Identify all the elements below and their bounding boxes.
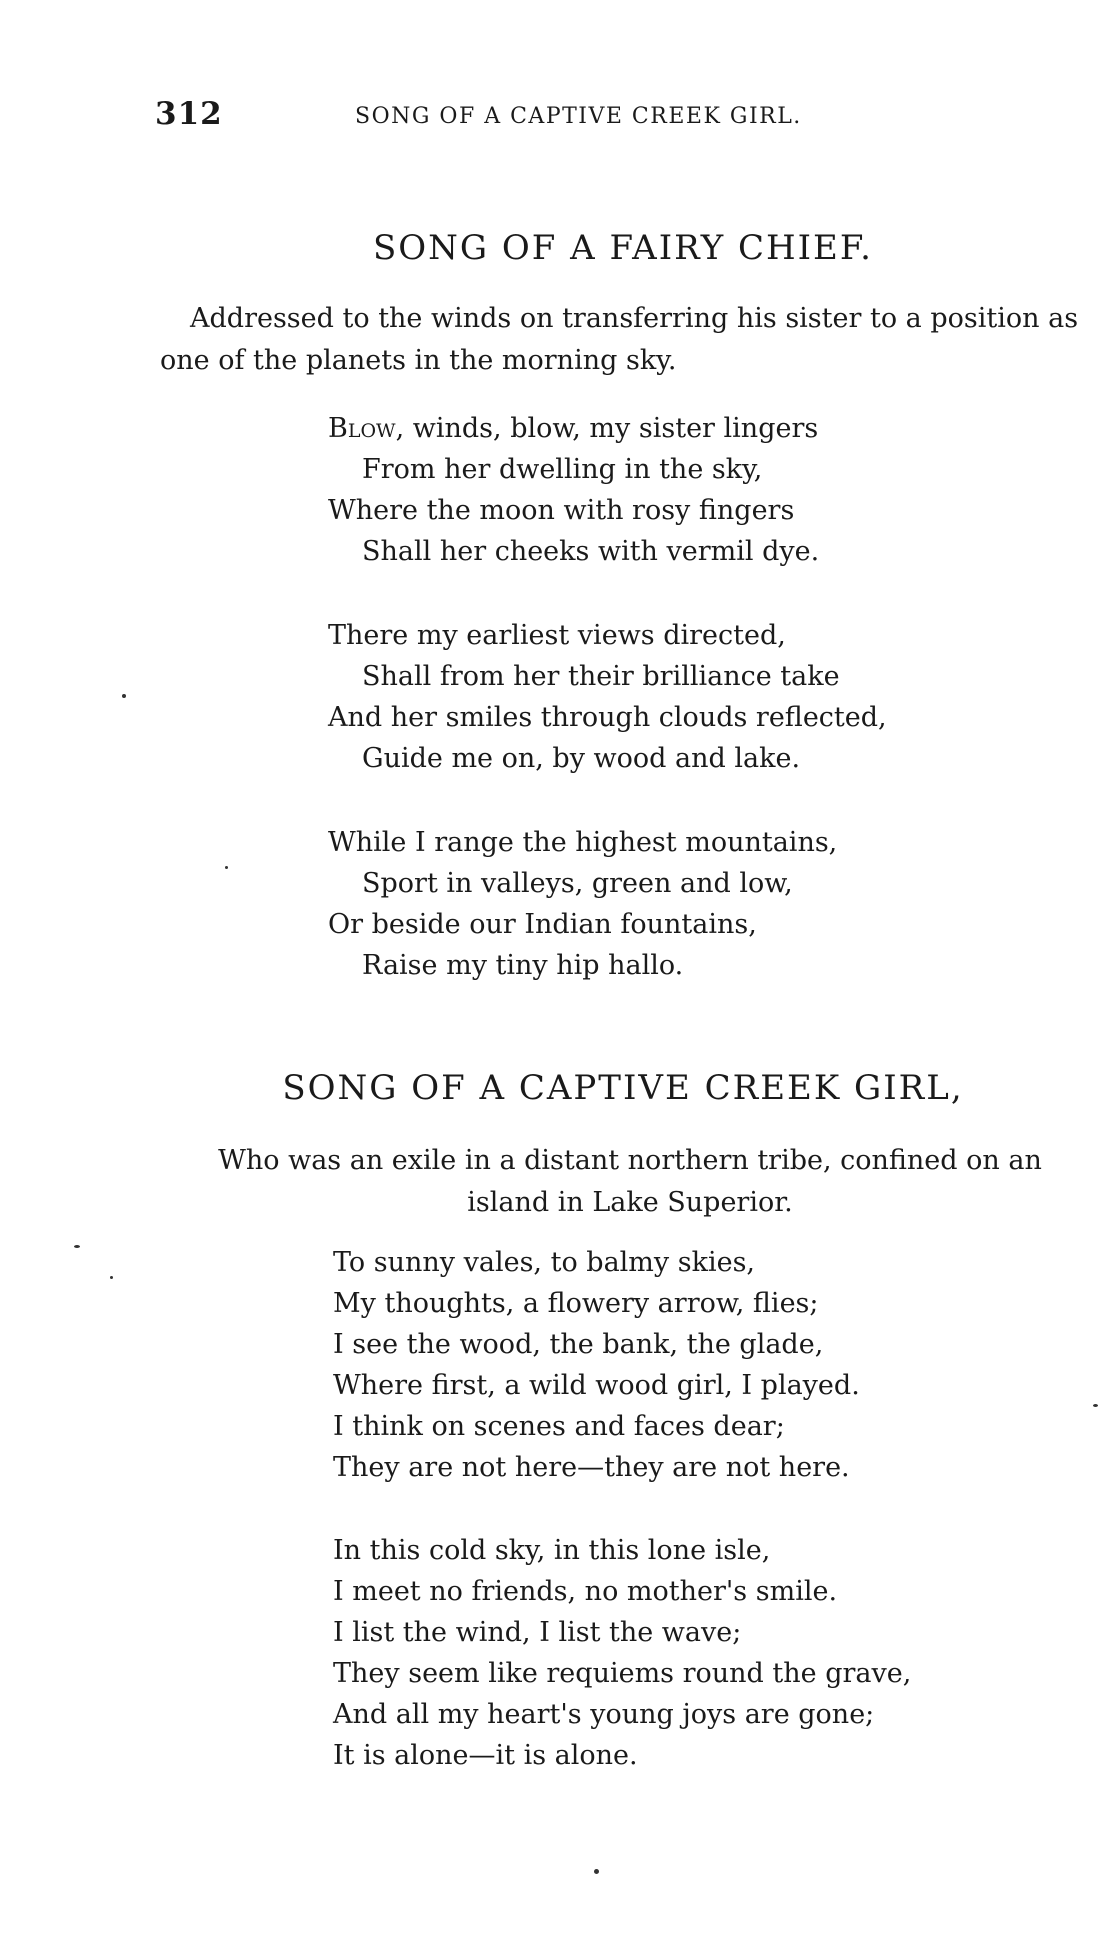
running-head: [155, 96, 975, 136]
print-speck: [74, 1245, 80, 1248]
verse-line: In this cold sky, in this lone isle,: [333, 1535, 771, 1566]
verse-line: Raise my tiny hip hallo.: [362, 950, 684, 981]
verse-line: I see the wood, the bank, the glade,: [333, 1329, 824, 1360]
print-speck: [110, 1276, 113, 1279]
verse-line: Or beside our Indian fountains,: [328, 909, 757, 940]
verse-line: Guide me on, by wood and lake.: [362, 743, 801, 774]
stanza-2: [328, 615, 887, 779]
verse-line: Where first, a wild wood girl, I played.: [333, 1370, 860, 1401]
stanza-5: [333, 1530, 911, 1776]
print-speck: [225, 866, 228, 869]
print-speck: [122, 694, 126, 698]
verse-line: They are not here—they are not here.: [333, 1452, 850, 1483]
verse-line: Sport in valleys, green and low,: [362, 868, 793, 899]
verse-line: My thoughts, a flowery arrow, flies;: [333, 1288, 819, 1319]
verse-line: Where the moon with rosy fingers: [328, 495, 795, 526]
verse-line: Blow, winds, blow, my sister lingers: [328, 413, 819, 444]
poem-title-captive-creek-girl: SONG OF A CAPTIVE CREEK GIRL,: [282, 1068, 964, 1108]
first-word: Blow,: [328, 413, 405, 444]
verse-line: From her dwelling in the sky,: [362, 454, 763, 485]
verse-line: To sunny vales, to balmy skies,: [333, 1247, 756, 1278]
poem-intro-fairy-chief: Addressed to the winds on transferring his sister to a position as one of the planets in the morning sky.: [160, 303, 1079, 376]
verse-line: While I range the highest mountains,: [328, 827, 838, 858]
poem-intro-captive-creek-girl: [160, 1140, 1100, 1224]
stanza-4: [333, 1242, 860, 1488]
stanza-3: [328, 822, 837, 986]
stanza-1: [328, 408, 819, 572]
intro-line: island in Lake Superior.: [467, 1187, 793, 1218]
running-title: SONG OF A CAPTIVE CREEK GIRL.: [355, 104, 802, 129]
page-number: 312: [155, 96, 223, 132]
verse-line: Shall her cheeks with vermil dye.: [362, 536, 820, 567]
verse-line: There my earliest views directed,: [328, 620, 786, 651]
verse-line: They seem like requiems round the grave,: [333, 1658, 912, 1689]
verse-line: And all my heart's young joys are gone;: [333, 1699, 875, 1730]
intro-line: Who was an exile in a distant northern tribe, confined on an: [218, 1145, 1042, 1176]
verse-line: Shall from her their brilliance take: [362, 661, 840, 692]
verse-line: I think on scenes and faces dear;: [333, 1411, 785, 1442]
print-speck: [594, 1869, 599, 1874]
poem-title-fairy-chief: SONG OF A FAIRY CHIEF.: [373, 228, 873, 268]
verse-line: I list the wind, I list the wave;: [333, 1617, 742, 1648]
verse-line: I meet no friends, no mother's smile.: [333, 1576, 838, 1607]
print-speck: [1093, 1404, 1098, 1407]
verse-line: And her smiles through clouds reflected,: [328, 702, 887, 733]
verse-line: It is alone—it is alone.: [333, 1740, 638, 1771]
